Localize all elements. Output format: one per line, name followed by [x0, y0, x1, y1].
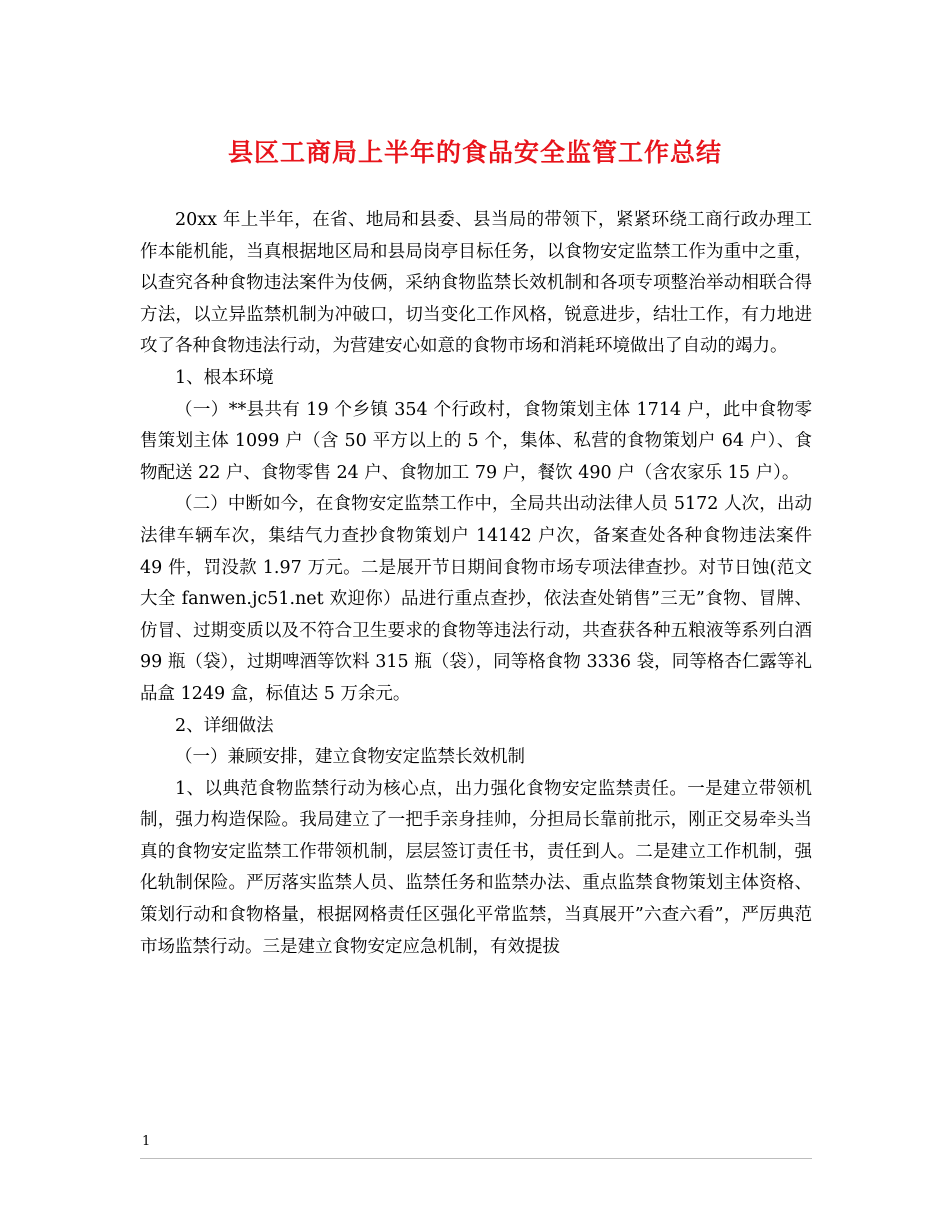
paragraph-practice-1: 1、以典范食物监禁行动为核心点，出力强化食物安定监禁责任。一是建立带领机制，强力构造保险。我局建立了一把手亲身挂帅，分担局长靠前批示，刚正交易牵头当真的食物安定监禁工作带领机制，层层签订责任书，责任到人。二是建立工作机制，强化轨制保险。严厉落实监禁人员、监禁任务和监禁办法、重点监禁食物策划主体资格、策划行动和食物格量，根据网格责任区强化平常监禁，当真展开”六查六看”，严厉典范市场监禁行动。三是建立食物安定应急机制，有效提拔 — [140, 778, 812, 957]
footer-divider — [140, 1158, 812, 1159]
page-number: 1 — [142, 1134, 151, 1149]
document-body — [140, 205, 812, 963]
subheading-long-term-mechanism: （一）兼顾安排，建立食物安定监禁长效机制 — [175, 747, 525, 768]
paragraph-intro: 20xx 年上半年，在省、地局和县委、县当局的带领下，紧紧环绕工商行政办理工作本能机能，当真根据地区局和县局岗亭目标任务，以食物安定监禁工作为重中之重，以查究各种食物违法案件为伎俩，采纳食物监禁长效机制和各项专项整治举动相联合得方法，以立异监禁机制为冲破口，切当变化工作风格，锐意进步，结壮工作，有力地进攻了各种食物违法行动，为营建安心如意的食物市场和消耗环境做出了自动的竭力。 — [140, 210, 812, 357]
heading-basic-situation: 1、根本环境 — [175, 367, 274, 388]
document-title: 县区工商局上半年的食品安全监管工作总结 — [227, 138, 722, 167]
paragraph-basic-2: （二）中断如今，在食物安定监禁工作中，全局共出动法律人员 5172 人次，出动法律车辆车次，集结气力查抄食物策划户 14142 户次，备案查处各种食物违法案件 49 件，罚没款 1.97 万元。二是展开节日期间食物市场专项法律查抄。对节日蚀(范文大全 fanwen.jc51.net 欢迎你）品进行重点查抄，依法查处销售”三无”食物、冒牌、仿冒、过期变质以及不符合卫生要求的食物等违法行动，共查获各种五粮液等系列白酒 99 瓶（袋），过期啤酒等饮料 315 瓶（袋），同等格食物 3336 袋，同等格杏仁露等礼品盒 1249 盒，标值达 5 万余元。 — [140, 494, 812, 704]
paragraph-basic-1: （一）**县共有 19 个乡镇 354 个行政村，食物策划主体 1714 户，此中食物零售策划主体 1099 户（含 50 平方以上的 5 个，集体、私营的食物策划户 64 户）、食物配送 22 户、食物零售 24 户、食物加工 79 户，餐饮 490 户（含农家乐 15 户）。 — [140, 399, 812, 483]
heading-specific-practice: 2、详细做法 — [175, 715, 274, 736]
